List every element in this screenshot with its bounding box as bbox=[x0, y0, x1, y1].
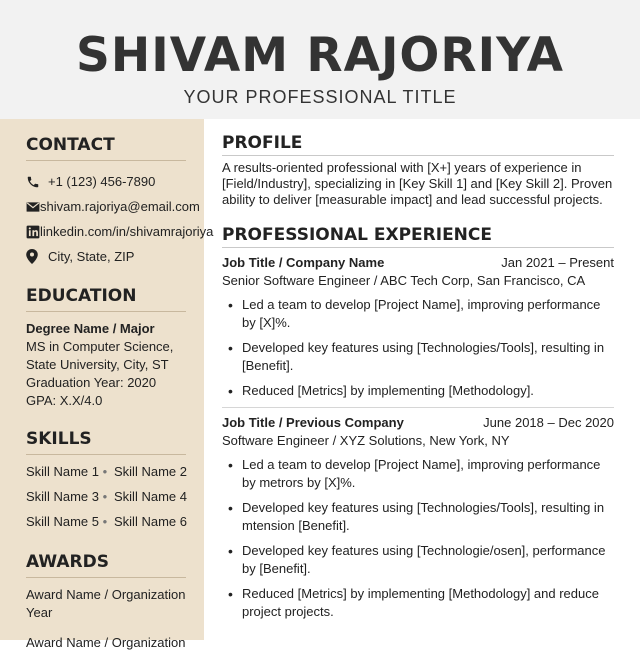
education-degree: Degree Name / Major bbox=[26, 321, 155, 336]
job-dates: Jan 2021 – Present bbox=[501, 255, 614, 270]
location-pin-icon bbox=[26, 249, 48, 264]
phone-icon bbox=[26, 175, 48, 189]
job-bullets bbox=[222, 456, 614, 621]
experience-section bbox=[222, 225, 614, 621]
skill-item: Skill Name 2 bbox=[114, 464, 187, 479]
education-line: GPA: X.X/4.0 bbox=[26, 393, 103, 408]
job-bullet: • Developed key features using [Technologies/Tools], resulting in [Benefit]. bbox=[222, 339, 614, 375]
skill-item: Skill Name 5 • bbox=[26, 514, 108, 529]
contact-linkedin[interactable] bbox=[26, 219, 214, 244]
job-bullet: • Led a team to develop [Project Name], improving performance by [X]%. bbox=[222, 296, 614, 332]
profile-section bbox=[222, 133, 614, 208]
job-divider bbox=[222, 407, 614, 408]
job-bullets bbox=[222, 296, 614, 400]
profile-heading: PROFILE bbox=[222, 133, 614, 156]
contact-phone bbox=[26, 169, 186, 194]
contact-email[interactable] bbox=[26, 194, 200, 219]
job-header bbox=[222, 414, 614, 432]
education-heading: EDUCATION bbox=[26, 286, 186, 312]
mail-icon bbox=[26, 201, 40, 213]
job-title: Job Title / Previous Company bbox=[222, 415, 404, 430]
job-bullet: • Reduced [Metrics] by implementing [Methodology] and reduce project projects. bbox=[222, 585, 614, 621]
contact-linkedin-text[interactable]: linkedin.com/in/shivamrajoriya bbox=[40, 224, 214, 239]
contact-location-text: City, State, ZIP bbox=[48, 249, 135, 264]
award-item: Award Name / Organization Year bbox=[26, 587, 186, 620]
awards-section bbox=[26, 552, 186, 652]
sidebar bbox=[0, 119, 214, 650]
skills-heading: SKILLS bbox=[26, 429, 186, 455]
linkedin-icon bbox=[26, 225, 40, 239]
awards-heading: AWARDS bbox=[26, 552, 186, 578]
main-content bbox=[222, 133, 614, 628]
contact-location bbox=[26, 244, 186, 269]
contact-section bbox=[26, 135, 214, 269]
job-bullet: • Developed key features using [Technologies/Tools], resulting in mtension [Benefit]. bbox=[222, 499, 614, 535]
skills-list bbox=[26, 463, 186, 531]
skill-item: Skill Name 3 • bbox=[26, 489, 108, 504]
candidate-name: SHIVAM RAJORIYA bbox=[76, 28, 564, 83]
job-entry bbox=[222, 414, 614, 621]
profile-text: A results-oriented professional with [X+] years of experience in [Field/Industry], specializing in [Key Skill 1] and [Key Skill 2]. Proven ability to deliver [measurable impact] and lead successful projects. bbox=[222, 160, 613, 207]
job-subtitle: Software Engineer / XYZ Solutions, New York, NY bbox=[222, 433, 510, 448]
job-bullet: • Reduced [Metrics] by implementing [Methodology]. bbox=[222, 382, 614, 400]
contact-phone-text: +1 (123) 456-7890 bbox=[48, 174, 156, 189]
job-entry bbox=[222, 254, 614, 400]
experience-heading: PROFESSIONAL EXPERIENCE bbox=[222, 225, 614, 248]
job-title: Job Title / Company Name bbox=[222, 255, 385, 270]
education-line: State University, City, ST bbox=[26, 357, 169, 372]
contact-heading: CONTACT bbox=[26, 135, 186, 161]
job-bullet: • Developed key features using [Technologie/osen], performance by [Benefit]. bbox=[222, 542, 614, 578]
job-header bbox=[222, 254, 614, 272]
professional-title: YOUR PROFESSIONAL TITLE bbox=[183, 87, 457, 107]
skills-section bbox=[26, 429, 186, 531]
job-bullet: • Led a team to develop [Project Name], improving performance by metrors by [X]%. bbox=[222, 456, 614, 492]
education-line: Graduation Year: 2020 bbox=[26, 375, 157, 390]
job-dates: June 2018 – Dec 2020 bbox=[483, 415, 614, 430]
education-section bbox=[26, 286, 186, 410]
skill-item: Skill Name 6 bbox=[114, 514, 187, 529]
education-line: MS in Computer Science, bbox=[26, 339, 174, 354]
skill-item: Skill Name 1 • bbox=[26, 464, 108, 479]
job-subtitle: Senior Software Engineer / ABC Tech Corp, San Francisco, CA bbox=[222, 273, 586, 288]
contact-email-text[interactable]: shivam.rajoriya@email.com bbox=[40, 199, 200, 214]
resume-header bbox=[0, 0, 640, 119]
award-item: Award Name / Organization bbox=[26, 635, 186, 650]
skill-item: Skill Name 4 bbox=[114, 489, 187, 504]
